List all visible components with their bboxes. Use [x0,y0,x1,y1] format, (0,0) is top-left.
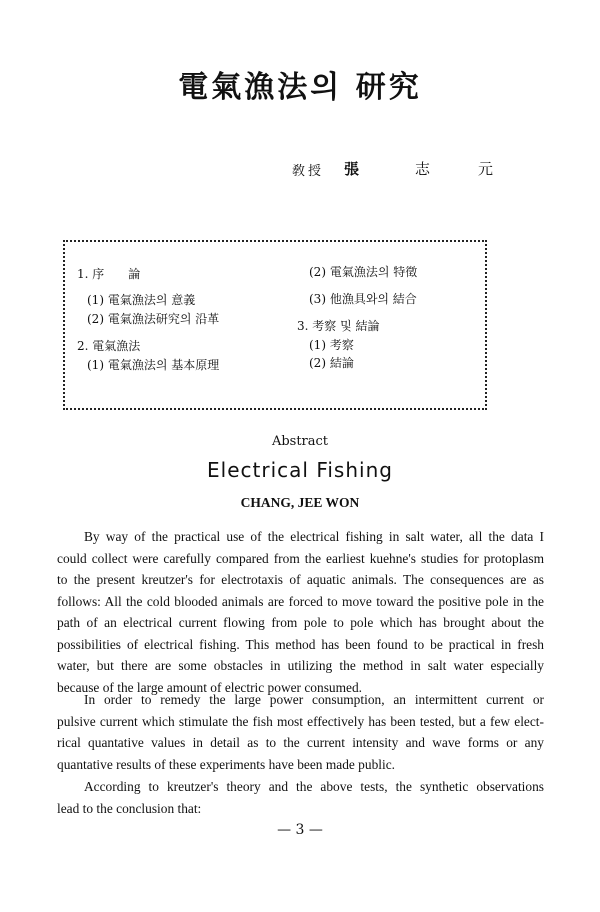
paragraph-line: could collect were carefully compared from the earliest kuehne's studies for protoplasm [57,550,544,566]
toc-item: 1. 序 論 [77,267,141,281]
toc-item: (1) 電氣漁法의 意義 [87,293,196,307]
toc-item: (1) 電氣漁法의 基本原理 [87,358,220,372]
toc-item: 3. 考察 및 結論 [297,319,380,333]
author-name-char: 張 [344,160,360,178]
page-title: 電氣漁法의 研究 [178,70,422,105]
abstract-paragraph [57,526,544,698]
paragraph-line: to the present kreutzer's for electrotaxis of aquatic animals. The consequences are as [57,572,544,587]
toc-item: (2) 電氣漁法研究의 沿革 [87,312,220,326]
table-of-contents [63,240,487,410]
paragraph-line: water, but there are some obstacles in utilizing the method in salt water especially [57,658,544,673]
paragraph-line: rical quantative values in detail as to the current intensity and wave forms or any [57,735,544,750]
author-korean [292,158,502,182]
paragraph-line: path of an electrical current flowing from pole to pole which has brought about the [57,615,544,630]
english-author: CHANG, JEE WON [240,495,360,510]
paragraph-line: possibilities of electrical fishing. This method has been found to be practical in fresh [57,636,544,652]
paragraph-line: because of the large amount of electric power consumed. [57,679,363,695]
toc-item: (3) 他漁具와의 結合 [309,292,417,306]
paragraph-line: lead to the conclusion that: [57,800,202,816]
toc-item: (2) 電氣漁法의 特徵 [309,265,418,279]
page-number: — 3 — [277,822,323,838]
paragraph-line: quantative results of these experiments have been made public. [57,756,395,772]
paragraph-line: follows: All the cold blooded animals are forced to move toward the positive pole in the [57,593,544,609]
abstract-paragraph [57,776,544,819]
paragraph-line: pulsive current which stimulate the fish most effectively has been tested, but a few elect- [57,713,544,729]
author-role: 敎授 [292,164,325,179]
author-name-char: 志 [415,160,431,178]
abstract-heading: Abstract [271,434,329,449]
toc-item: (2) 結論 [309,356,354,370]
paragraph-line: According to kreutzer's theory and the above tests, the synthetic observations [84,779,544,794]
english-title: Electrical Fishing [207,458,393,482]
abstract-paragraph [57,689,544,775]
author-name-char: 元 [478,160,494,178]
paragraph-line: By way of the practical use of the electrical fishing in salt water, all the data I [84,529,544,544]
toc-item: 2. 電氣漁法 [77,339,141,353]
toc-item: (1) 考察 [309,338,354,352]
paragraph-line: In order to remedy the large power consumption, an intermittent current or [84,692,544,707]
